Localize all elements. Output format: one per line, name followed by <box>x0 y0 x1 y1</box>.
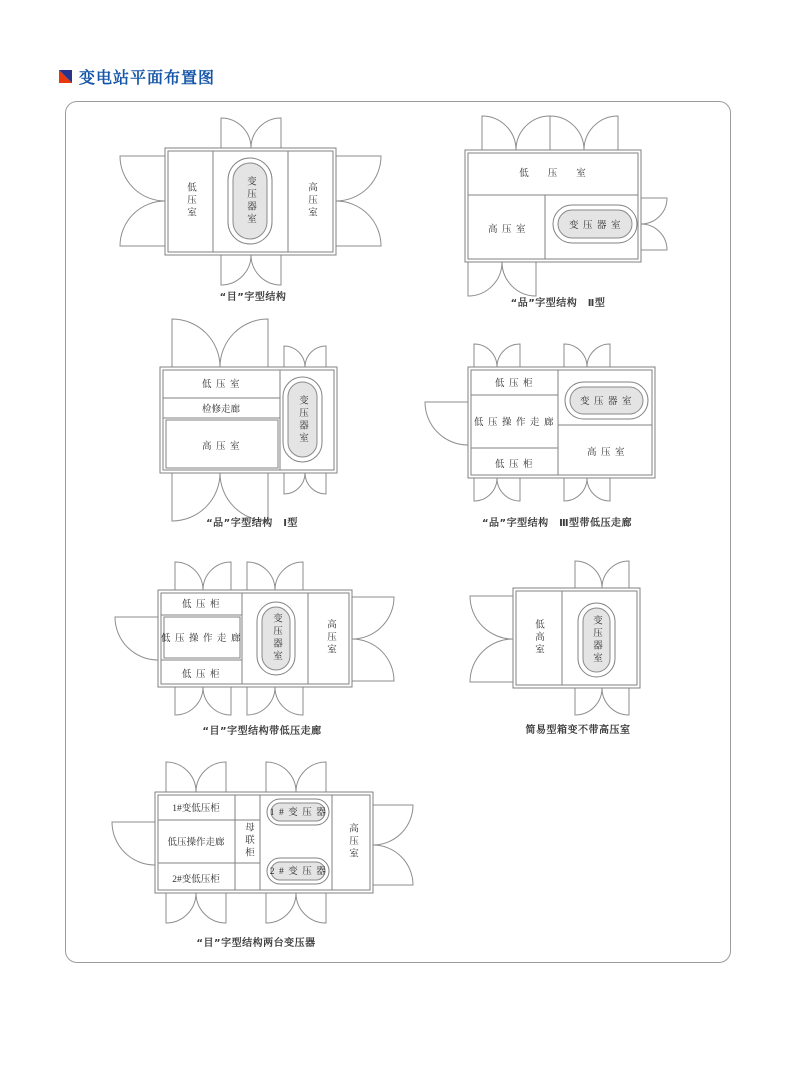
double-door-icon <box>175 562 231 590</box>
double-door-icon <box>166 893 226 923</box>
diagram-caption: “品”字型结构 Ⅱ型 <box>510 298 606 309</box>
room-label-high-voltage: 高压室 <box>487 225 531 235</box>
single-door-icon <box>115 617 158 660</box>
page-title: 变电站平面布置图 <box>79 70 216 87</box>
room-label-low-voltage: 低压室 <box>201 380 245 390</box>
diagram-caption: “品”字型结构 Ⅲ型带低压走廊 <box>481 518 633 529</box>
double-door-icon <box>172 319 268 367</box>
double-door-icon <box>266 762 326 792</box>
diagram-board <box>65 101 731 963</box>
double-door-icon <box>575 688 629 715</box>
double-door-icon <box>284 473 326 494</box>
room-label-lv-cabinet-2: 2#变低压柜 <box>172 875 220 885</box>
room-label-transformer: 变压器室 <box>271 613 281 663</box>
double-door-icon <box>247 562 303 590</box>
section-marker-icon <box>59 70 72 83</box>
double-door-icon <box>474 478 520 501</box>
room-label-low-voltage: 低压室 <box>519 169 605 179</box>
double-door-icon <box>482 116 550 150</box>
double-door-icon <box>474 344 520 367</box>
diagram-pin-type2 <box>465 116 667 309</box>
room-label-high-voltage: 高压室 <box>586 448 630 458</box>
room-label-low-voltage: 低压室 <box>185 182 195 220</box>
room-label-transformer-1: 1#变压器 <box>269 808 331 818</box>
diagram-caption: “目”字型结构两台变压器 <box>196 938 316 949</box>
room-label-lv-cabinet: 低压柜 <box>181 600 225 610</box>
room-label-lv-cabinet: 低压柜 <box>494 460 538 470</box>
diagram-mu-lv-corridor <box>115 562 394 737</box>
double-door-icon <box>564 478 610 501</box>
double-door-icon <box>221 255 281 285</box>
double-door-icon <box>284 346 326 367</box>
room-label-high-voltage: 高压室 <box>347 823 357 861</box>
diagram-caption: “目”字型结构 <box>219 292 287 303</box>
room-label-bus-cabinet: 母联柜 <box>243 822 253 860</box>
double-door-icon <box>166 762 226 792</box>
diagram-pin-type1 <box>160 319 337 529</box>
double-door-icon <box>352 597 394 681</box>
room-label-transformer: 变压器室 <box>591 615 601 665</box>
double-door-icon <box>221 118 281 148</box>
room-label-high-voltage: 高压室 <box>306 182 316 220</box>
double-door-icon <box>120 156 165 246</box>
diagram-mu-basic <box>120 118 381 303</box>
room-label-transformer: 变压器室 <box>297 395 307 445</box>
room-label-corridor: 低压操作走廊 <box>473 418 559 428</box>
double-door-icon <box>175 687 231 715</box>
room-label-corridor: 低压操作走廊 <box>167 838 225 848</box>
double-door-icon <box>641 198 667 250</box>
double-door-icon <box>373 805 413 885</box>
single-door-icon <box>112 822 155 865</box>
diagram-simple-box <box>470 561 640 736</box>
room-label-lv-cabinet: 低压柜 <box>181 670 225 680</box>
double-door-icon <box>172 473 268 521</box>
double-door-icon <box>470 596 513 682</box>
double-door-icon <box>564 344 610 367</box>
room-label-transformer: 变压器室 <box>568 221 626 231</box>
room-label-lv-cabinet: 低压柜 <box>494 379 538 389</box>
room-label-transformer: 变压器室 <box>579 397 637 407</box>
room-label-high-voltage: 高压室 <box>325 619 335 657</box>
room-label-lv-cabinet-1: 1#变低压柜 <box>172 804 220 814</box>
diagrams-canvas <box>66 102 730 962</box>
room-label-transformer: 变压器室 <box>245 176 255 226</box>
room-label-corridor: 低压操作走廊 <box>160 634 246 644</box>
double-door-icon <box>336 156 381 246</box>
room-label-lv: 低高室 <box>533 619 543 657</box>
diagram-mu-two-transformers <box>112 762 413 949</box>
room-label-high-voltage: 高压室 <box>201 442 245 452</box>
page-header <box>59 65 215 88</box>
double-door-icon <box>550 116 618 150</box>
diagram-pin-type3-lv-corridor <box>425 344 655 529</box>
double-door-icon <box>266 893 326 923</box>
double-door-icon <box>468 262 536 296</box>
double-door-icon <box>575 561 629 588</box>
diagram-caption: 简易型箱变不带高压室 <box>525 725 631 736</box>
diagram-caption: “品”字型结构 Ⅰ型 <box>206 518 298 529</box>
single-door-icon <box>425 402 468 445</box>
diagram-caption: “目”字型结构带低压走廊 <box>202 726 322 737</box>
room-label-corridor: 检修走廊 <box>201 405 241 415</box>
double-door-icon <box>247 687 303 715</box>
room-label-transformer-2: 2#变压器 <box>269 867 331 877</box>
